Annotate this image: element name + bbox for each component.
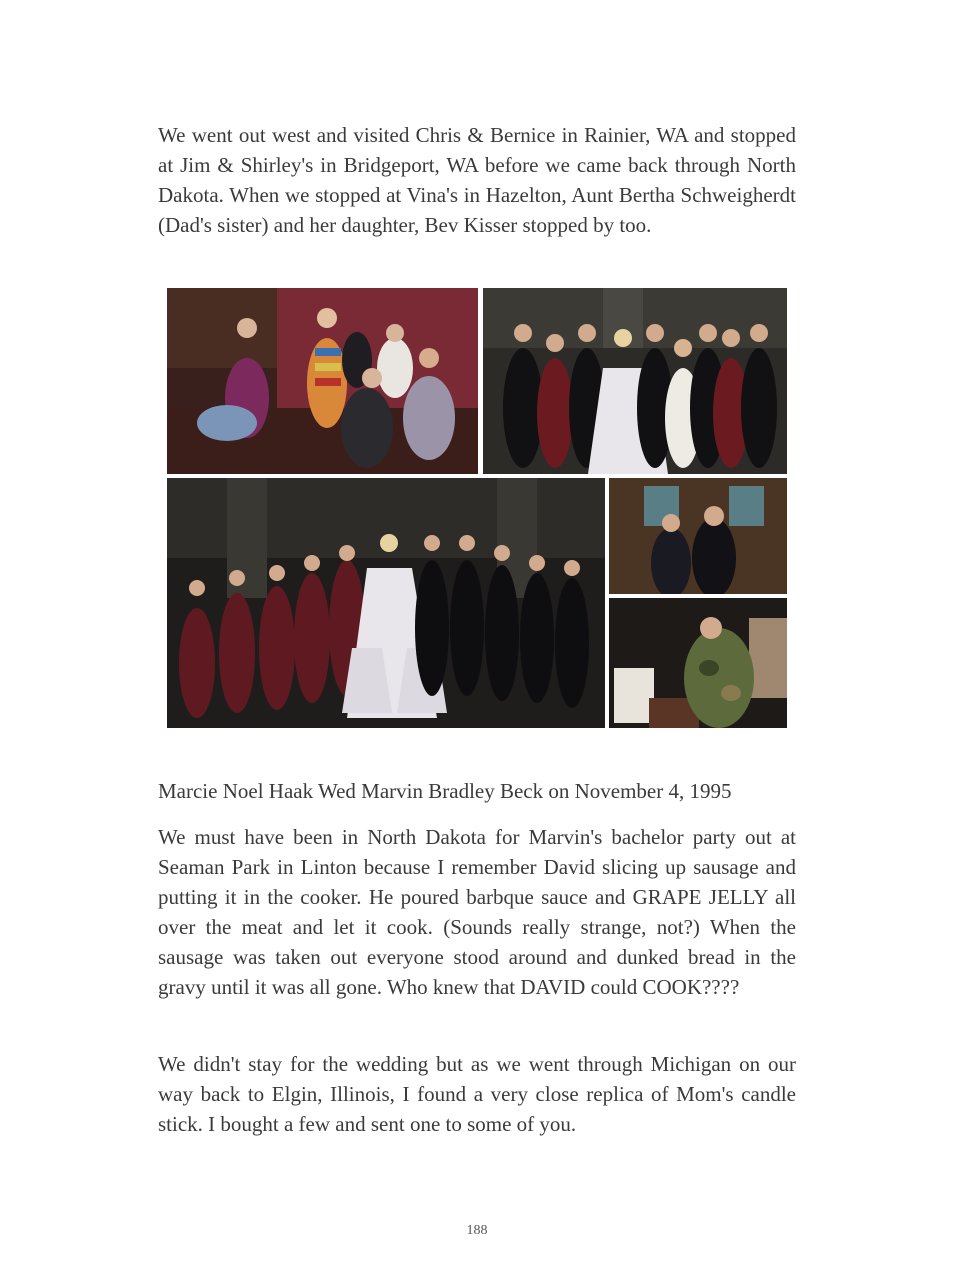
wedding-party-photo-small [483,288,787,474]
couple-photo [609,478,787,594]
wedding-party-photo-large [167,478,605,728]
wedding-caption: Marcie Noel Haak Wed Marvin Bradley Beck on November 4, 1995 [158,779,732,803]
candle-stick-paragraph: We didn't stay for the wedding but as we went through Michigan on our way back to Elgin, Illinois, I found a very close replica of Mom's candle stick. I bought a few and sent one to some of you. [158,1052,796,1136]
page-number: 188 [466,1223,488,1238]
intro-paragraph: We went out west and visited Chris & Bernice in Rainier, WA and stopped at Jim & Shirley's in Bridgeport, WA before we came back through North Dakota. When we stopped at Vina's in Hazelton, Aunt Bertha Schweigherdt (Dad's sister) and her daughter, Bev Kisser stopped by too. [158,123,796,237]
family-group-photo [167,288,478,474]
bachelor-party-paragraph: We must have been in North Dakota for Marvin's bachelor party out at Seaman Park in Linton because I remember David slicing up sausage and putting it in the cooker. He poured barbque sauce and GRAPE JELLY all over the meat and let it cook. (Sounds really strange, not?) When the sausage was taken out everyone stood around and dunked bread in the gravy until it was all gone. Who knew that DAVID could COOK???? [158,825,796,999]
david-cooking-photo [609,598,787,728]
